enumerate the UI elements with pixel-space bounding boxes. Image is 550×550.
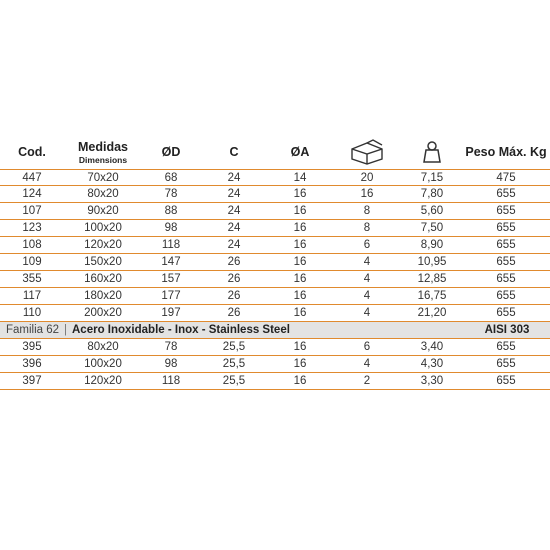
header-medidas-label: Medidas (77, 139, 128, 154)
cell-peso: 655 (496, 239, 516, 251)
table-body-group2 (0, 339, 550, 390)
cell-oa: 16 (293, 205, 307, 217)
cell-od: 157 (161, 273, 181, 285)
cell-medidas: 100x20 (84, 222, 122, 234)
cell-box: 8 (363, 205, 371, 217)
table-row (0, 305, 550, 322)
cell-oa: 16 (293, 256, 307, 268)
cell-box: 2 (363, 375, 371, 387)
cell-cod: 110 (22, 307, 42, 319)
cell-cod: 107 (22, 205, 42, 217)
weight-icon (404, 135, 460, 169)
table-row (0, 169, 550, 186)
cell-box: 16 (360, 188, 374, 200)
table-row (0, 373, 550, 390)
cell-cod: 108 (22, 239, 42, 251)
family-label: Familia 62 (6, 324, 60, 336)
cell-peso: 655 (496, 290, 516, 302)
table-row (0, 220, 550, 237)
cell-box: 4 (363, 290, 371, 302)
cell-c: 25,5 (222, 375, 246, 387)
cell-od: 98 (164, 222, 178, 234)
cell-medidas: 120x20 (84, 239, 122, 251)
cell-c: 25,5 (222, 358, 246, 370)
cell-c: 24 (227, 188, 241, 200)
cell-c: 26 (227, 307, 241, 319)
cell-box: 8 (363, 222, 371, 234)
header-od (146, 135, 196, 169)
header-oa (272, 135, 328, 169)
table-row (0, 254, 550, 271)
cell-peso: 655 (496, 341, 516, 353)
cell-kg: 3,30 (420, 375, 444, 387)
cell-box: 4 (363, 358, 371, 370)
cell-od: 118 (161, 239, 181, 251)
cell-od: 78 (164, 188, 178, 200)
cell-box: 4 (363, 273, 371, 285)
table-header (0, 135, 550, 169)
cell-kg: 12,85 (417, 273, 447, 285)
cell-medidas: 180x20 (84, 290, 122, 302)
cell-c: 24 (227, 172, 241, 184)
cell-peso: 655 (496, 273, 516, 285)
cell-cod: 397 (22, 375, 42, 387)
table-row (0, 203, 550, 220)
cell-box: 6 (363, 341, 371, 353)
cell-od: 118 (161, 375, 181, 387)
cell-kg: 5,60 (420, 205, 444, 217)
header-peso (462, 135, 550, 169)
cell-kg: 3,40 (420, 341, 444, 353)
cell-cod: 355 (22, 273, 42, 285)
cell-oa: 16 (293, 341, 307, 353)
cell-cod: 123 (22, 222, 42, 234)
cell-c: 26 (227, 256, 241, 268)
header-oa-label: ØA (290, 145, 310, 159)
cell-peso: 655 (496, 375, 516, 387)
cell-c: 24 (227, 239, 241, 251)
cell-cod: 396 (22, 358, 42, 370)
table-row (0, 288, 550, 305)
cell-kg: 7,50 (420, 222, 444, 234)
cell-cod: 395 (22, 341, 42, 353)
cell-peso: 475 (496, 172, 516, 184)
cell-oa: 16 (293, 375, 307, 387)
cell-oa: 16 (293, 239, 307, 251)
cell-peso: 655 (496, 358, 516, 370)
table-row (0, 271, 550, 288)
family-separator: | (64, 324, 67, 336)
cell-kg: 7,15 (420, 172, 444, 184)
cell-oa: 16 (293, 222, 307, 234)
cell-oa: 16 (293, 273, 307, 285)
cell-medidas: 80x20 (87, 341, 119, 353)
cell-medidas: 100x20 (84, 358, 122, 370)
cell-od: 98 (164, 358, 178, 370)
product-spec-table (0, 135, 550, 390)
cell-oa: 16 (293, 188, 307, 200)
header-cod-label: Cod. (18, 145, 46, 159)
header-peso-label: Peso Máx. Kg (465, 145, 547, 159)
cell-peso: 655 (496, 205, 516, 217)
cell-medidas: 90x20 (87, 205, 119, 217)
cell-box: 4 (363, 256, 371, 268)
cell-oa: 16 (293, 290, 307, 302)
cell-c: 26 (227, 290, 241, 302)
cell-box: 20 (360, 172, 374, 184)
cell-kg: 21,20 (417, 307, 447, 319)
cell-medidas: 200x20 (84, 307, 122, 319)
table-row (0, 186, 550, 203)
cell-medidas: 70x20 (87, 172, 119, 184)
table-row (0, 237, 550, 254)
cell-od: 78 (164, 341, 178, 353)
cell-medidas: 80x20 (87, 188, 119, 200)
cell-cod: 124 (22, 188, 42, 200)
cell-c: 24 (227, 222, 241, 234)
cell-c: 25,5 (222, 341, 246, 353)
cell-oa: 16 (293, 307, 307, 319)
cell-od: 147 (161, 256, 181, 268)
cell-peso: 655 (496, 222, 516, 234)
cell-kg: 10,95 (417, 256, 447, 268)
cell-c: 26 (227, 273, 241, 285)
cell-peso: 655 (496, 188, 516, 200)
header-od-label: ØD (161, 145, 181, 159)
cell-box: 6 (363, 239, 371, 251)
cell-kg: 8,90 (420, 239, 444, 251)
cell-od: 68 (164, 172, 178, 184)
cell-od: 197 (161, 307, 181, 319)
cell-od: 88 (164, 205, 178, 217)
cell-od: 177 (161, 290, 181, 302)
table-row (0, 339, 550, 356)
family-band (0, 322, 550, 339)
header-cod (4, 135, 60, 169)
family-aisi: AISI 303 (484, 324, 530, 336)
cell-peso: 655 (496, 256, 516, 268)
table-body-group1 (0, 169, 550, 322)
cell-cod: 109 (22, 256, 42, 268)
header-dimensions-label: Dimensions (78, 154, 128, 165)
cell-peso: 655 (496, 307, 516, 319)
cell-box: 4 (363, 307, 371, 319)
table-row (0, 356, 550, 373)
cell-kg: 4,30 (420, 358, 444, 370)
family-title: Acero Inoxidable - Inox - Stainless Steel (72, 324, 290, 336)
cell-oa: 14 (293, 172, 307, 184)
cell-c: 24 (227, 205, 241, 217)
cell-medidas: 160x20 (84, 273, 122, 285)
cell-kg: 16,75 (417, 290, 447, 302)
cell-medidas: 150x20 (84, 256, 122, 268)
cell-medidas: 120x20 (84, 375, 122, 387)
cell-cod: 117 (22, 290, 42, 302)
box-icon (340, 135, 394, 169)
header-c-label: C (229, 145, 239, 159)
cell-kg: 7,80 (420, 188, 444, 200)
header-c (206, 135, 262, 169)
cell-oa: 16 (293, 358, 307, 370)
header-medidas (62, 135, 144, 169)
cell-cod: 447 (22, 172, 42, 184)
